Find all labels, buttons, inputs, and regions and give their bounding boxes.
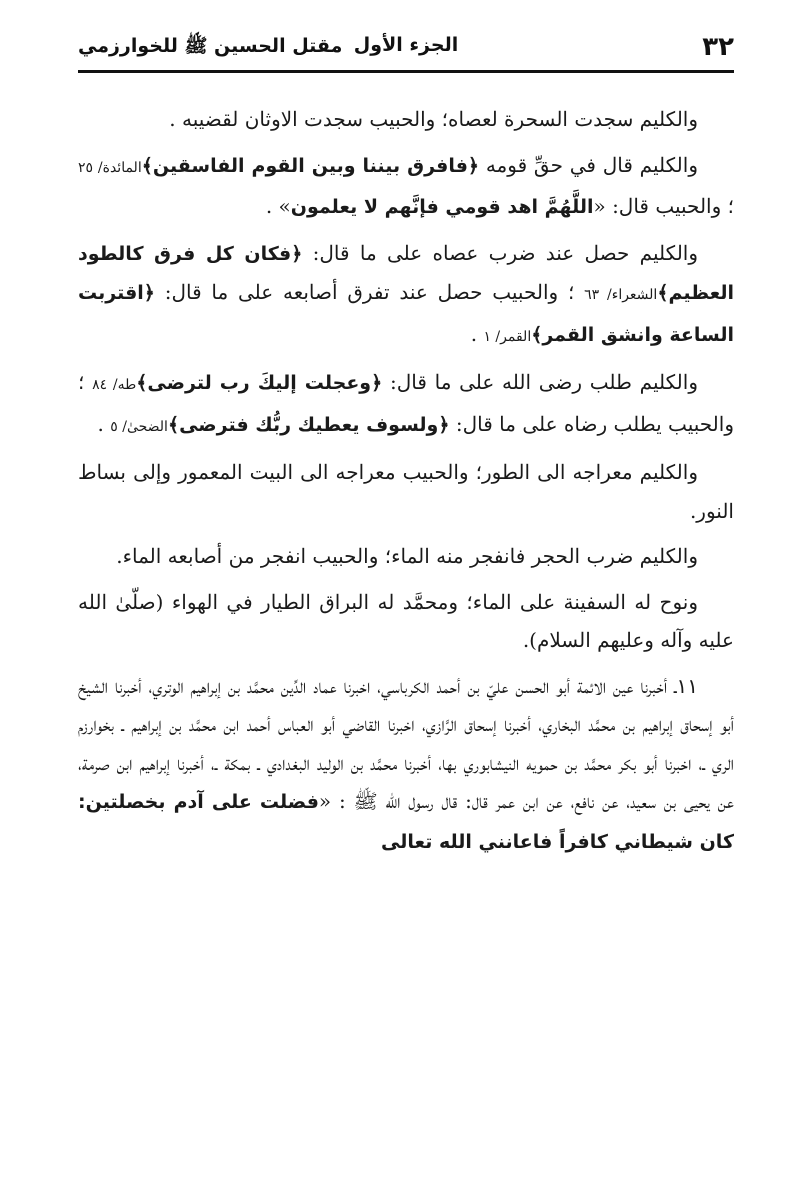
hadith-quote: فضلت على آدم بخصلتين: كان شيطاني كافراً فاعانني الله تعالى xyxy=(78,791,734,853)
paragraph-text: . xyxy=(470,321,484,346)
quran-verse: ﴿ولسوف يعطيك ربُّك فترضى﴾ xyxy=(167,413,450,436)
paragraph-text: ؛ والحبيب قال: « xyxy=(593,194,734,218)
paragraph-text: . xyxy=(97,411,111,436)
verse-reference: طه/ ٨٤ xyxy=(92,377,137,393)
book-title: مقتل الحسين ﷺ للخوارزمي xyxy=(78,35,343,57)
quran-verse: ﴿اقتربت الساعة وانشق القمر﴾ xyxy=(78,282,734,346)
paragraph xyxy=(78,363,734,446)
paragraph: والكليم ضرب الحجر فانفجر منه الماء؛ والحبيب انفجر من أصابعه الماء. xyxy=(116,544,698,568)
paragraph: ونوح له السفينة على الماء؛ ومحمَّد له البراق الطيار في الهواء (صلّىٰ الله عليه وآله وعليهم السلام). xyxy=(78,589,734,652)
paragraph-text: ؛ والحبيب حصل عند تفرق أصابعه على ما قال: xyxy=(154,280,585,304)
paragraph xyxy=(78,234,734,357)
isnad-text: ١١ـ أخبرنا عين الائمة أبو الحسن عليّ بن أحمد الكرباسي، اخبرنا عماد الدِّين محمَّد بن إبراهيم الوتري، أخبرنا الشيخ أبو إسحاق إبراهيم بن محمَّد البخاري، أخبرنا إسحاق الرَّازي، اخبرنا القاضي أبو العباس أحمد ابن محمَّد بن إبراهيم ـ بخوارزم الري ـ، اخبرنا أبو بكر محمَّد بن حمويه النيشابوري بها، أخبرنا محمَّد بن الوليد البغدادي ـ بمكة ـ، أخبرنا إبراهيم ابن صرمة، عن يحيى بن سعيد، عن نافع، عن ابن عمر قال: قال رسول الله ﷺ : « xyxy=(78,673,734,813)
paragraph-text: والكليم حصل عند ضرب عصاه على ما قال: xyxy=(302,240,699,265)
verse-reference: الشعراء/ ٦٣ xyxy=(584,287,658,303)
page-number: ٣٢ xyxy=(702,32,734,62)
verse-reference: المائدة/ ٢٥ xyxy=(78,159,142,176)
section-title: الجزء الأول xyxy=(353,34,459,56)
paragraph: والكليم معراجه الى الطور؛ والحبيب معراجه الى البيت المعمور وإلى بساط النور. xyxy=(78,460,734,523)
paragraph-text: ؛ والحبيب يطلب رضاه على ما قال: xyxy=(78,370,734,436)
hadith-quote: اللَّهُمَّ اهد قومي فإنَّهم لا يعلمون xyxy=(290,196,594,218)
paragraph xyxy=(78,146,734,227)
verse-reference: القمر/ ١ xyxy=(483,328,532,345)
page-body xyxy=(78,100,734,1160)
verse-reference: الضحىٰ/ ٥ xyxy=(110,418,168,435)
quran-verse: ﴿فافرق بيننا وبين القوم الفاسقين﴾ xyxy=(141,154,480,177)
quran-verse: ﴿وعجلت إليكَ رب لترضى﴾ xyxy=(136,372,383,394)
quran-verse: ﴿فكان كل فرق كالطود العظيم﴾ xyxy=(78,242,734,304)
paragraph-text: والكليم طلب رضى الله على ما قال: xyxy=(382,370,698,394)
paragraph-text: والكليم قال في حقِّ قومه xyxy=(479,152,698,177)
header-rule xyxy=(78,70,734,73)
running-header xyxy=(78,28,734,70)
paragraph: والكليم سجدت السحرة لعصاه؛ والحبيب سجدت الاوثان لقضيبه . xyxy=(169,107,698,131)
paragraph-text: » . xyxy=(265,194,291,218)
hadith-paragraph xyxy=(78,667,734,862)
